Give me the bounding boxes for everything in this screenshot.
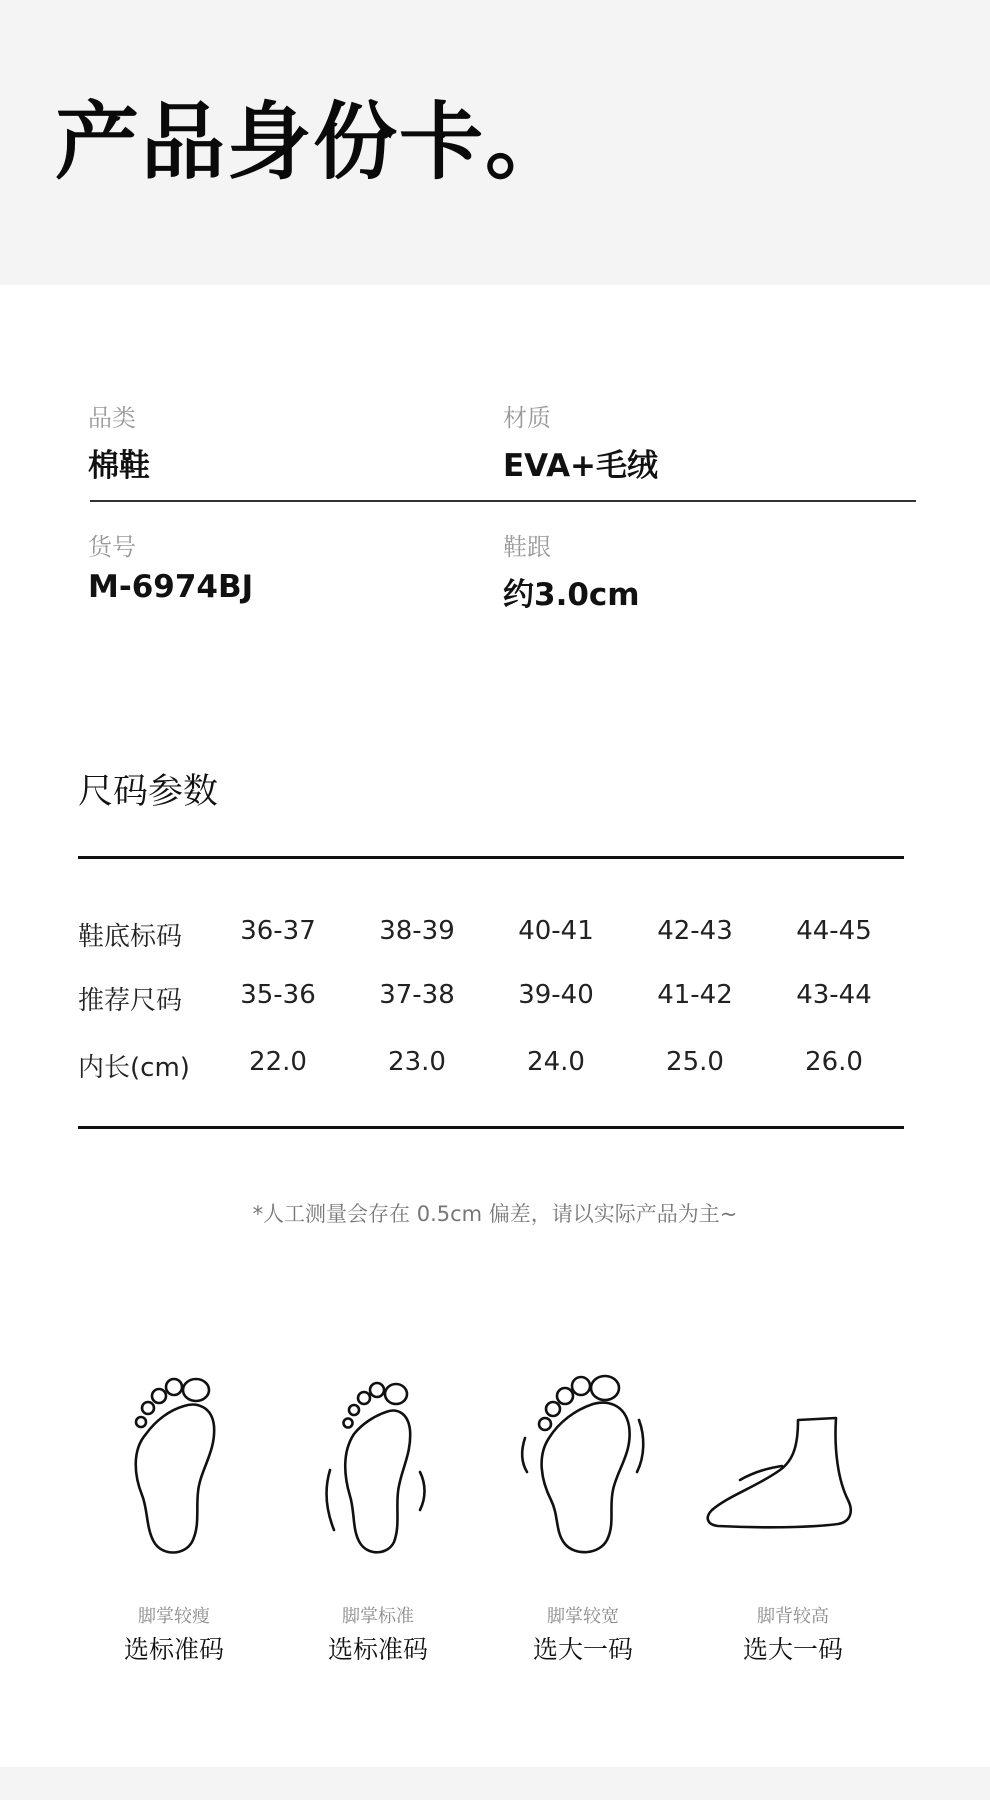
size-table-top-rule	[78, 856, 904, 859]
thin-foot-icon	[104, 1360, 244, 1560]
header-banner	[0, 0, 990, 285]
size-cell: 26.0	[805, 1047, 863, 1077]
size-cell: 40-41	[518, 916, 594, 946]
foot-sub-label: 脚掌较宽	[547, 1606, 619, 1627]
spec-divider	[90, 500, 916, 502]
foot-main-label: 选标准码	[327, 1635, 428, 1664]
size-cell: 35-36	[240, 980, 316, 1010]
page-title: 产品身份卡。	[55, 93, 572, 191]
spec-value: M-6974BJ	[88, 569, 254, 605]
spec-label: 鞋跟	[503, 533, 551, 561]
spec-value: EVA+毛绒	[503, 448, 659, 484]
size-cell: 42-43	[657, 916, 733, 946]
foot-sub-label: 脚掌标准	[342, 1606, 414, 1627]
spec-label: 品类	[88, 404, 136, 432]
size-cell: 41-42	[657, 980, 733, 1010]
foot-card-high-instep	[698, 1360, 888, 1664]
size-table-bottom-rule	[78, 1126, 904, 1129]
size-cell: 39-40	[518, 980, 594, 1010]
size-cell: 24.0	[527, 1047, 585, 1077]
measurement-note: *人工测量会存在 0.5cm 偏差，请以实际产品为主~	[252, 1202, 738, 1226]
size-row-recommended	[78, 980, 904, 1020]
size-cell: 44-45	[796, 916, 872, 946]
size-cell: 25.0	[666, 1047, 724, 1077]
size-row-sole	[78, 916, 904, 956]
spec-value: 棉鞋	[88, 448, 150, 484]
foot-main-label: 选大一码	[742, 1635, 843, 1664]
size-cell: 38-39	[379, 916, 455, 946]
size-row-inner-length	[78, 1047, 904, 1087]
foot-card-thin	[79, 1360, 269, 1664]
foot-card-standard	[283, 1360, 473, 1664]
size-section-title: 尺码参数	[78, 772, 219, 812]
size-cell: 22.0	[249, 1047, 307, 1077]
wide-foot-icon	[513, 1360, 653, 1560]
high-instep-foot-icon	[698, 1360, 868, 1560]
row-label: 推荐尺码	[78, 986, 183, 1016]
bottom-band	[0, 1767, 990, 1800]
size-cell: 36-37	[240, 916, 316, 946]
size-cell: 37-38	[379, 980, 455, 1010]
foot-card-wide	[488, 1360, 678, 1664]
spec-label: 材质	[503, 404, 551, 432]
size-cell: 43-44	[796, 980, 872, 1010]
spec-label: 货号	[88, 533, 136, 561]
row-label: 鞋底标码	[78, 922, 183, 952]
spec-value: 约3.0cm	[503, 577, 640, 613]
standard-foot-icon	[308, 1360, 448, 1560]
foot-main-label: 选标准码	[123, 1635, 224, 1664]
foot-sub-label: 脚背较高	[757, 1606, 829, 1627]
foot-sub-label: 脚掌较瘦	[138, 1606, 210, 1627]
foot-main-label: 选大一码	[532, 1635, 633, 1664]
size-cell: 23.0	[388, 1047, 446, 1077]
row-label: 内长(cm)	[78, 1053, 190, 1083]
